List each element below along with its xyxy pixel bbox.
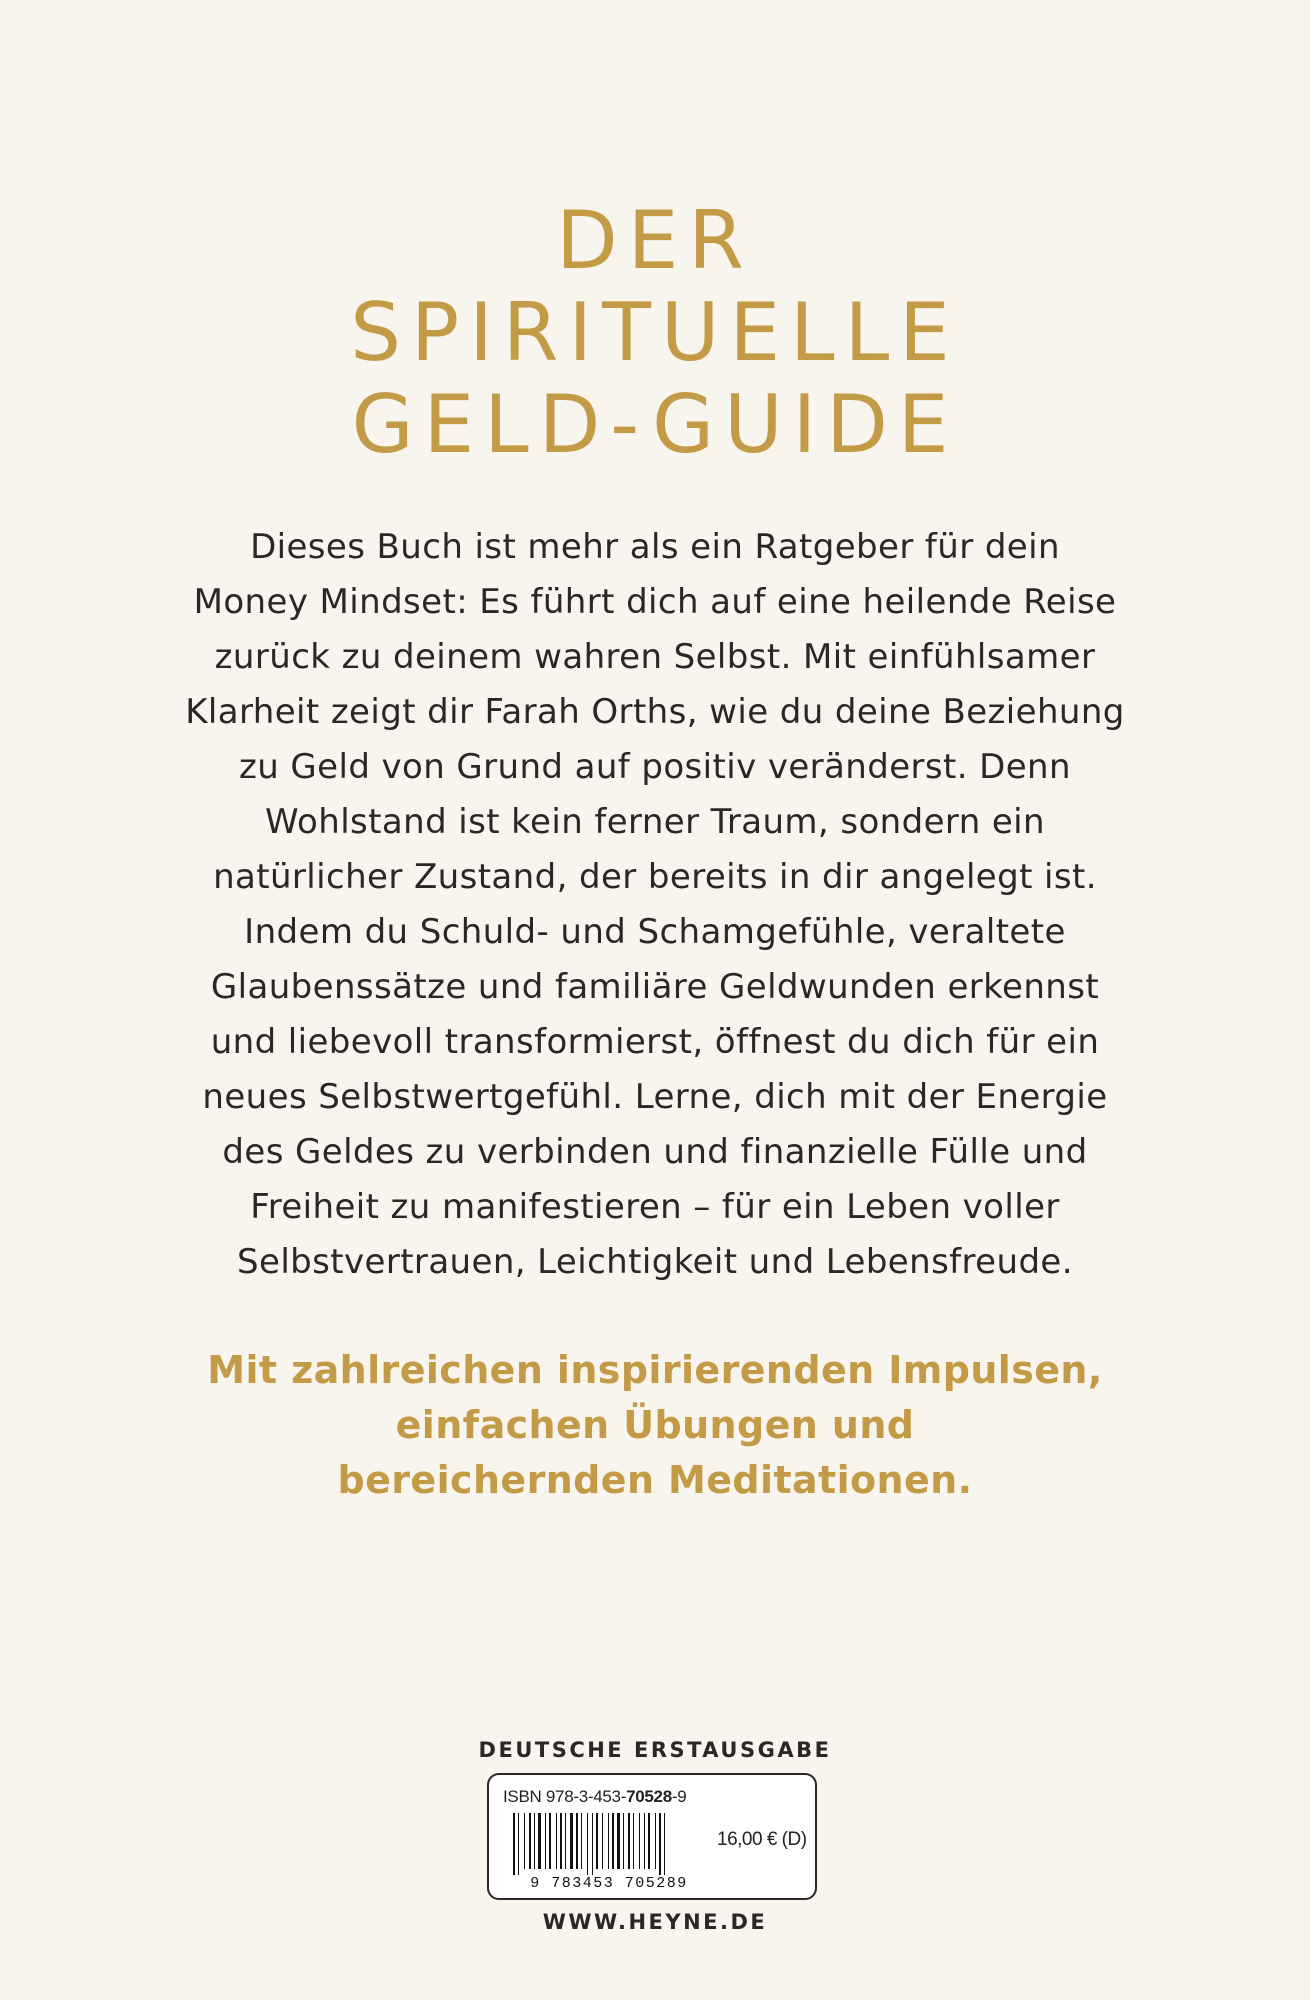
tagline bbox=[0, 1343, 1310, 1508]
description-line: Freiheit zu manifestieren – für ein Leben voller bbox=[250, 1187, 1060, 1227]
title-line-2: SPIRITUELLE bbox=[350, 286, 960, 379]
description-line: Dieses Buch ist mehr als ein Ratgeber für dein bbox=[250, 527, 1060, 567]
tagline-line: bereichernden Meditationen. bbox=[337, 1458, 973, 1502]
description-line: Indem du Schuld- und Schamgefühle, veraltete bbox=[244, 912, 1066, 952]
isbn-bold-part: 70528 bbox=[626, 1787, 672, 1806]
publisher-website: WWW.HEYNE.DE bbox=[542, 1910, 768, 1934]
title-line-1: DER bbox=[556, 194, 754, 287]
edition-label: DEUTSCHE ERSTAUSGABE bbox=[478, 1738, 832, 1762]
isbn-suffix: -9 bbox=[671, 1787, 687, 1806]
isbn-barcode-box bbox=[487, 1773, 817, 1900]
description-line: und liebevoll transformierst, öffnest du dich für ein bbox=[210, 1022, 1100, 1062]
description-line: natürlicher Zustand, der bereits in dir angelegt ist. bbox=[213, 857, 1097, 897]
description-line: Wohlstand ist kein ferner Traum, sondern ein bbox=[265, 802, 1045, 842]
isbn-prefix: ISBN 978-3-453- bbox=[503, 1787, 627, 1806]
isbn-text bbox=[503, 1787, 686, 1807]
barcode-digits: 9 783453 705289 bbox=[530, 1875, 688, 1889]
description-line: Selbstvertrauen, Leichtigkeit und Lebensfreude. bbox=[237, 1242, 1073, 1282]
description-line: Glaubenssätze und familiäre Geldwunden erkennst bbox=[210, 967, 1100, 1007]
description-line: neues Selbstwertgefühl. Lerne, dich mit der Energie bbox=[202, 1077, 1108, 1117]
barcode-icon bbox=[511, 1813, 707, 1889]
description-line: Klarheit zeigt dir Farah Orths, wie du deine Beziehung bbox=[185, 692, 1125, 732]
description-text bbox=[140, 520, 1170, 1290]
description-line: zu Geld von Grund auf positiv veränderst. Denn bbox=[239, 747, 1071, 787]
book-title bbox=[0, 195, 1310, 471]
tagline-line: einfachen Übungen und bbox=[395, 1403, 915, 1447]
description-line: des Geldes zu verbinden und finanzielle Fülle und bbox=[222, 1132, 1088, 1172]
tagline-line: Mit zahlreichen inspirierenden Impulsen, bbox=[207, 1348, 1103, 1392]
price-label: 16,00 € (D) bbox=[717, 1829, 807, 1850]
title-line-3: GELD-GUIDE bbox=[351, 378, 959, 471]
description-line: zurück zu deinem wahren Selbst. Mit einfühlsamer bbox=[214, 637, 1096, 677]
description-line: Money Mindset: Es führt dich auf eine heilende Reise bbox=[193, 582, 1117, 622]
